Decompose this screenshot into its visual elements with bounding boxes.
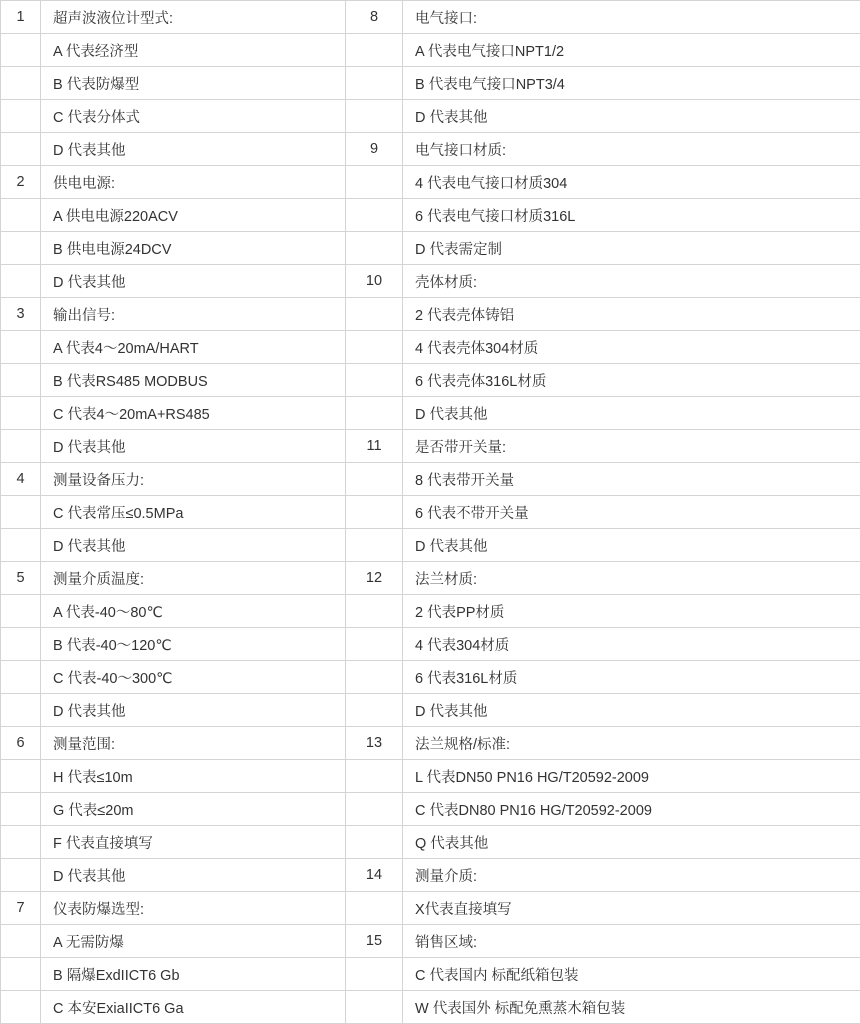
right-text-cell: 测量介质: xyxy=(403,859,860,892)
right-text-cell: 6 代表电气接口材质316L xyxy=(403,199,860,232)
left-text-cell: A 无需防爆 xyxy=(41,925,346,958)
left-text-cell: C 代表4～20mA+RS485 xyxy=(41,397,346,430)
left-text-cell: D 代表其他 xyxy=(41,133,346,166)
table-row xyxy=(1,892,860,925)
left-index-cell xyxy=(1,793,41,826)
right-text-cell: 电气接口材质: xyxy=(403,133,860,166)
table-row xyxy=(1,562,860,595)
right-index-cell xyxy=(346,628,403,661)
right-index-cell xyxy=(346,67,403,100)
left-index-cell xyxy=(1,232,41,265)
left-text-cell: A 代表-40～80℃ xyxy=(41,595,346,628)
table-row xyxy=(1,694,860,727)
table-row xyxy=(1,265,860,298)
left-text-cell: A 代表4～20mA/HART xyxy=(41,331,346,364)
right-text-cell: 6 代表316L材质 xyxy=(403,661,860,694)
left-text-cell: C 代表-40～300℃ xyxy=(41,661,346,694)
right-index-cell xyxy=(346,397,403,430)
left-text-cell: B 代表-40～120℃ xyxy=(41,628,346,661)
left-index-cell xyxy=(1,364,41,397)
table-row xyxy=(1,793,860,826)
right-text-cell: C 代表DN80 PN16 HG/T20592-2009 xyxy=(403,793,860,826)
left-index-cell: 4 xyxy=(1,463,41,496)
right-text-cell: 壳体材质: xyxy=(403,265,860,298)
right-index-cell xyxy=(346,199,403,232)
right-index-cell xyxy=(346,826,403,859)
right-index-cell xyxy=(346,892,403,925)
table-row xyxy=(1,826,860,859)
left-index-cell xyxy=(1,397,41,430)
left-text-cell: C 本安ExiaIICT6 Ga xyxy=(41,991,346,1024)
table-row xyxy=(1,34,860,67)
right-text-cell: B 代表电气接口NPT3/4 xyxy=(403,67,860,100)
right-index-cell: 10 xyxy=(346,265,403,298)
left-text-cell: A 代表经济型 xyxy=(41,34,346,67)
left-text-cell: B 隔爆ExdIICT6 Gb xyxy=(41,958,346,991)
left-text-cell: D 代表其他 xyxy=(41,529,346,562)
left-index-cell xyxy=(1,199,41,232)
right-index-cell xyxy=(346,298,403,331)
table-row xyxy=(1,331,860,364)
right-index-cell: 14 xyxy=(346,859,403,892)
right-text-cell: D 代表其他 xyxy=(403,397,860,430)
right-text-cell: 2 代表PP材质 xyxy=(403,595,860,628)
right-text-cell: D 代表需定制 xyxy=(403,232,860,265)
left-index-cell xyxy=(1,628,41,661)
right-text-cell: W 代表国外 标配免熏蒸木箱包装 xyxy=(403,991,860,1024)
table-row xyxy=(1,166,860,199)
left-text-cell: D 代表其他 xyxy=(41,430,346,463)
left-index-cell xyxy=(1,595,41,628)
left-text-cell: C 代表分体式 xyxy=(41,100,346,133)
right-text-cell: C 代表国内 标配纸箱包装 xyxy=(403,958,860,991)
left-index-cell: 3 xyxy=(1,298,41,331)
left-text-cell: D 代表其他 xyxy=(41,859,346,892)
left-text-cell: 超声波液位计型式: xyxy=(41,1,346,34)
table-row xyxy=(1,397,860,430)
left-text-cell: 测量设备压力: xyxy=(41,463,346,496)
right-index-cell xyxy=(346,529,403,562)
left-index-cell xyxy=(1,760,41,793)
left-text-cell: B 供电电源24DCV xyxy=(41,232,346,265)
left-index-cell xyxy=(1,100,41,133)
table-row xyxy=(1,133,860,166)
left-text-cell: H 代表≤10m xyxy=(41,760,346,793)
right-text-cell: D 代表其他 xyxy=(403,694,860,727)
right-index-cell xyxy=(346,34,403,67)
table-row xyxy=(1,628,860,661)
left-text-cell: 测量介质温度: xyxy=(41,562,346,595)
right-index-cell xyxy=(346,331,403,364)
right-index-cell xyxy=(346,364,403,397)
table-row xyxy=(1,232,860,265)
right-index-cell xyxy=(346,463,403,496)
right-text-cell: 8 代表带开关量 xyxy=(403,463,860,496)
right-text-cell: 法兰规格/标准: xyxy=(403,727,860,760)
table-row xyxy=(1,925,860,958)
left-text-cell: G 代表≤20m xyxy=(41,793,346,826)
right-text-cell: 是否带开关量: xyxy=(403,430,860,463)
table-row xyxy=(1,727,860,760)
right-index-cell: 8 xyxy=(346,1,403,34)
left-text-cell: C 代表常压≤0.5MPa xyxy=(41,496,346,529)
right-index-cell xyxy=(346,793,403,826)
right-index-cell xyxy=(346,991,403,1024)
left-index-cell xyxy=(1,34,41,67)
right-index-cell xyxy=(346,100,403,133)
table-row xyxy=(1,67,860,100)
table-row xyxy=(1,430,860,463)
left-text-cell: 仪表防爆选型: xyxy=(41,892,346,925)
table-row xyxy=(1,100,860,133)
right-index-cell xyxy=(346,958,403,991)
right-text-cell: X代表直接填写 xyxy=(403,892,860,925)
right-index-cell: 9 xyxy=(346,133,403,166)
right-index-cell: 12 xyxy=(346,562,403,595)
left-index-cell xyxy=(1,859,41,892)
left-index-cell xyxy=(1,694,41,727)
table-row xyxy=(1,661,860,694)
left-index-cell xyxy=(1,826,41,859)
table-row xyxy=(1,298,860,331)
table-row xyxy=(1,529,860,562)
table-row xyxy=(1,595,860,628)
table-row xyxy=(1,364,860,397)
table-row xyxy=(1,496,860,529)
left-index-cell: 5 xyxy=(1,562,41,595)
right-text-cell: 法兰材质: xyxy=(403,562,860,595)
right-text-cell: L 代表DN50 PN16 HG/T20592-2009 xyxy=(403,760,860,793)
right-text-cell: D 代表其他 xyxy=(403,100,860,133)
right-index-cell: 13 xyxy=(346,727,403,760)
right-text-cell: 4 代表304材质 xyxy=(403,628,860,661)
left-text-cell: 供电电源: xyxy=(41,166,346,199)
left-index-cell xyxy=(1,925,41,958)
table-row xyxy=(1,760,860,793)
table-row xyxy=(1,958,860,991)
right-index-cell xyxy=(346,661,403,694)
right-index-cell xyxy=(346,760,403,793)
left-text-cell: B 代表防爆型 xyxy=(41,67,346,100)
left-index-cell xyxy=(1,430,41,463)
table-row xyxy=(1,859,860,892)
right-index-cell: 15 xyxy=(346,925,403,958)
left-text-cell: A 供电电源220ACV xyxy=(41,199,346,232)
right-text-cell: D 代表其他 xyxy=(403,529,860,562)
left-text-cell: 输出信号: xyxy=(41,298,346,331)
right-index-cell xyxy=(346,496,403,529)
left-index-cell: 6 xyxy=(1,727,41,760)
right-text-cell: 销售区域: xyxy=(403,925,860,958)
left-index-cell xyxy=(1,991,41,1024)
left-text-cell: D 代表其他 xyxy=(41,694,346,727)
left-index-cell: 1 xyxy=(1,1,41,34)
right-text-cell: 2 代表壳体铸铝 xyxy=(403,298,860,331)
left-index-cell xyxy=(1,958,41,991)
right-index-cell xyxy=(346,232,403,265)
left-index-cell: 7 xyxy=(1,892,41,925)
right-index-cell: 11 xyxy=(346,430,403,463)
right-index-cell xyxy=(346,595,403,628)
left-index-cell xyxy=(1,133,41,166)
right-index-cell xyxy=(346,166,403,199)
left-text-cell: F 代表直接填写 xyxy=(41,826,346,859)
right-index-cell xyxy=(346,694,403,727)
left-text-cell: 测量范围: xyxy=(41,727,346,760)
right-text-cell: A 代表电气接口NPT1/2 xyxy=(403,34,860,67)
left-index-cell xyxy=(1,661,41,694)
left-index-cell xyxy=(1,265,41,298)
table-body xyxy=(1,1,860,1024)
right-text-cell: 电气接口: xyxy=(403,1,860,34)
right-text-cell: 4 代表壳体304材质 xyxy=(403,331,860,364)
table-row xyxy=(1,463,860,496)
left-index-cell xyxy=(1,529,41,562)
left-text-cell: B 代表RS485 MODBUS xyxy=(41,364,346,397)
right-text-cell: 4 代表电气接口材质304 xyxy=(403,166,860,199)
right-text-cell: 6 代表不带开关量 xyxy=(403,496,860,529)
left-text-cell: D 代表其他 xyxy=(41,265,346,298)
table-row xyxy=(1,991,860,1024)
left-index-cell xyxy=(1,67,41,100)
table-row xyxy=(1,199,860,232)
right-text-cell: Q 代表其他 xyxy=(403,826,860,859)
left-index-cell: 2 xyxy=(1,166,41,199)
right-text-cell: 6 代表壳体316L材质 xyxy=(403,364,860,397)
left-index-cell xyxy=(1,331,41,364)
left-index-cell xyxy=(1,496,41,529)
table-row xyxy=(1,1,860,34)
